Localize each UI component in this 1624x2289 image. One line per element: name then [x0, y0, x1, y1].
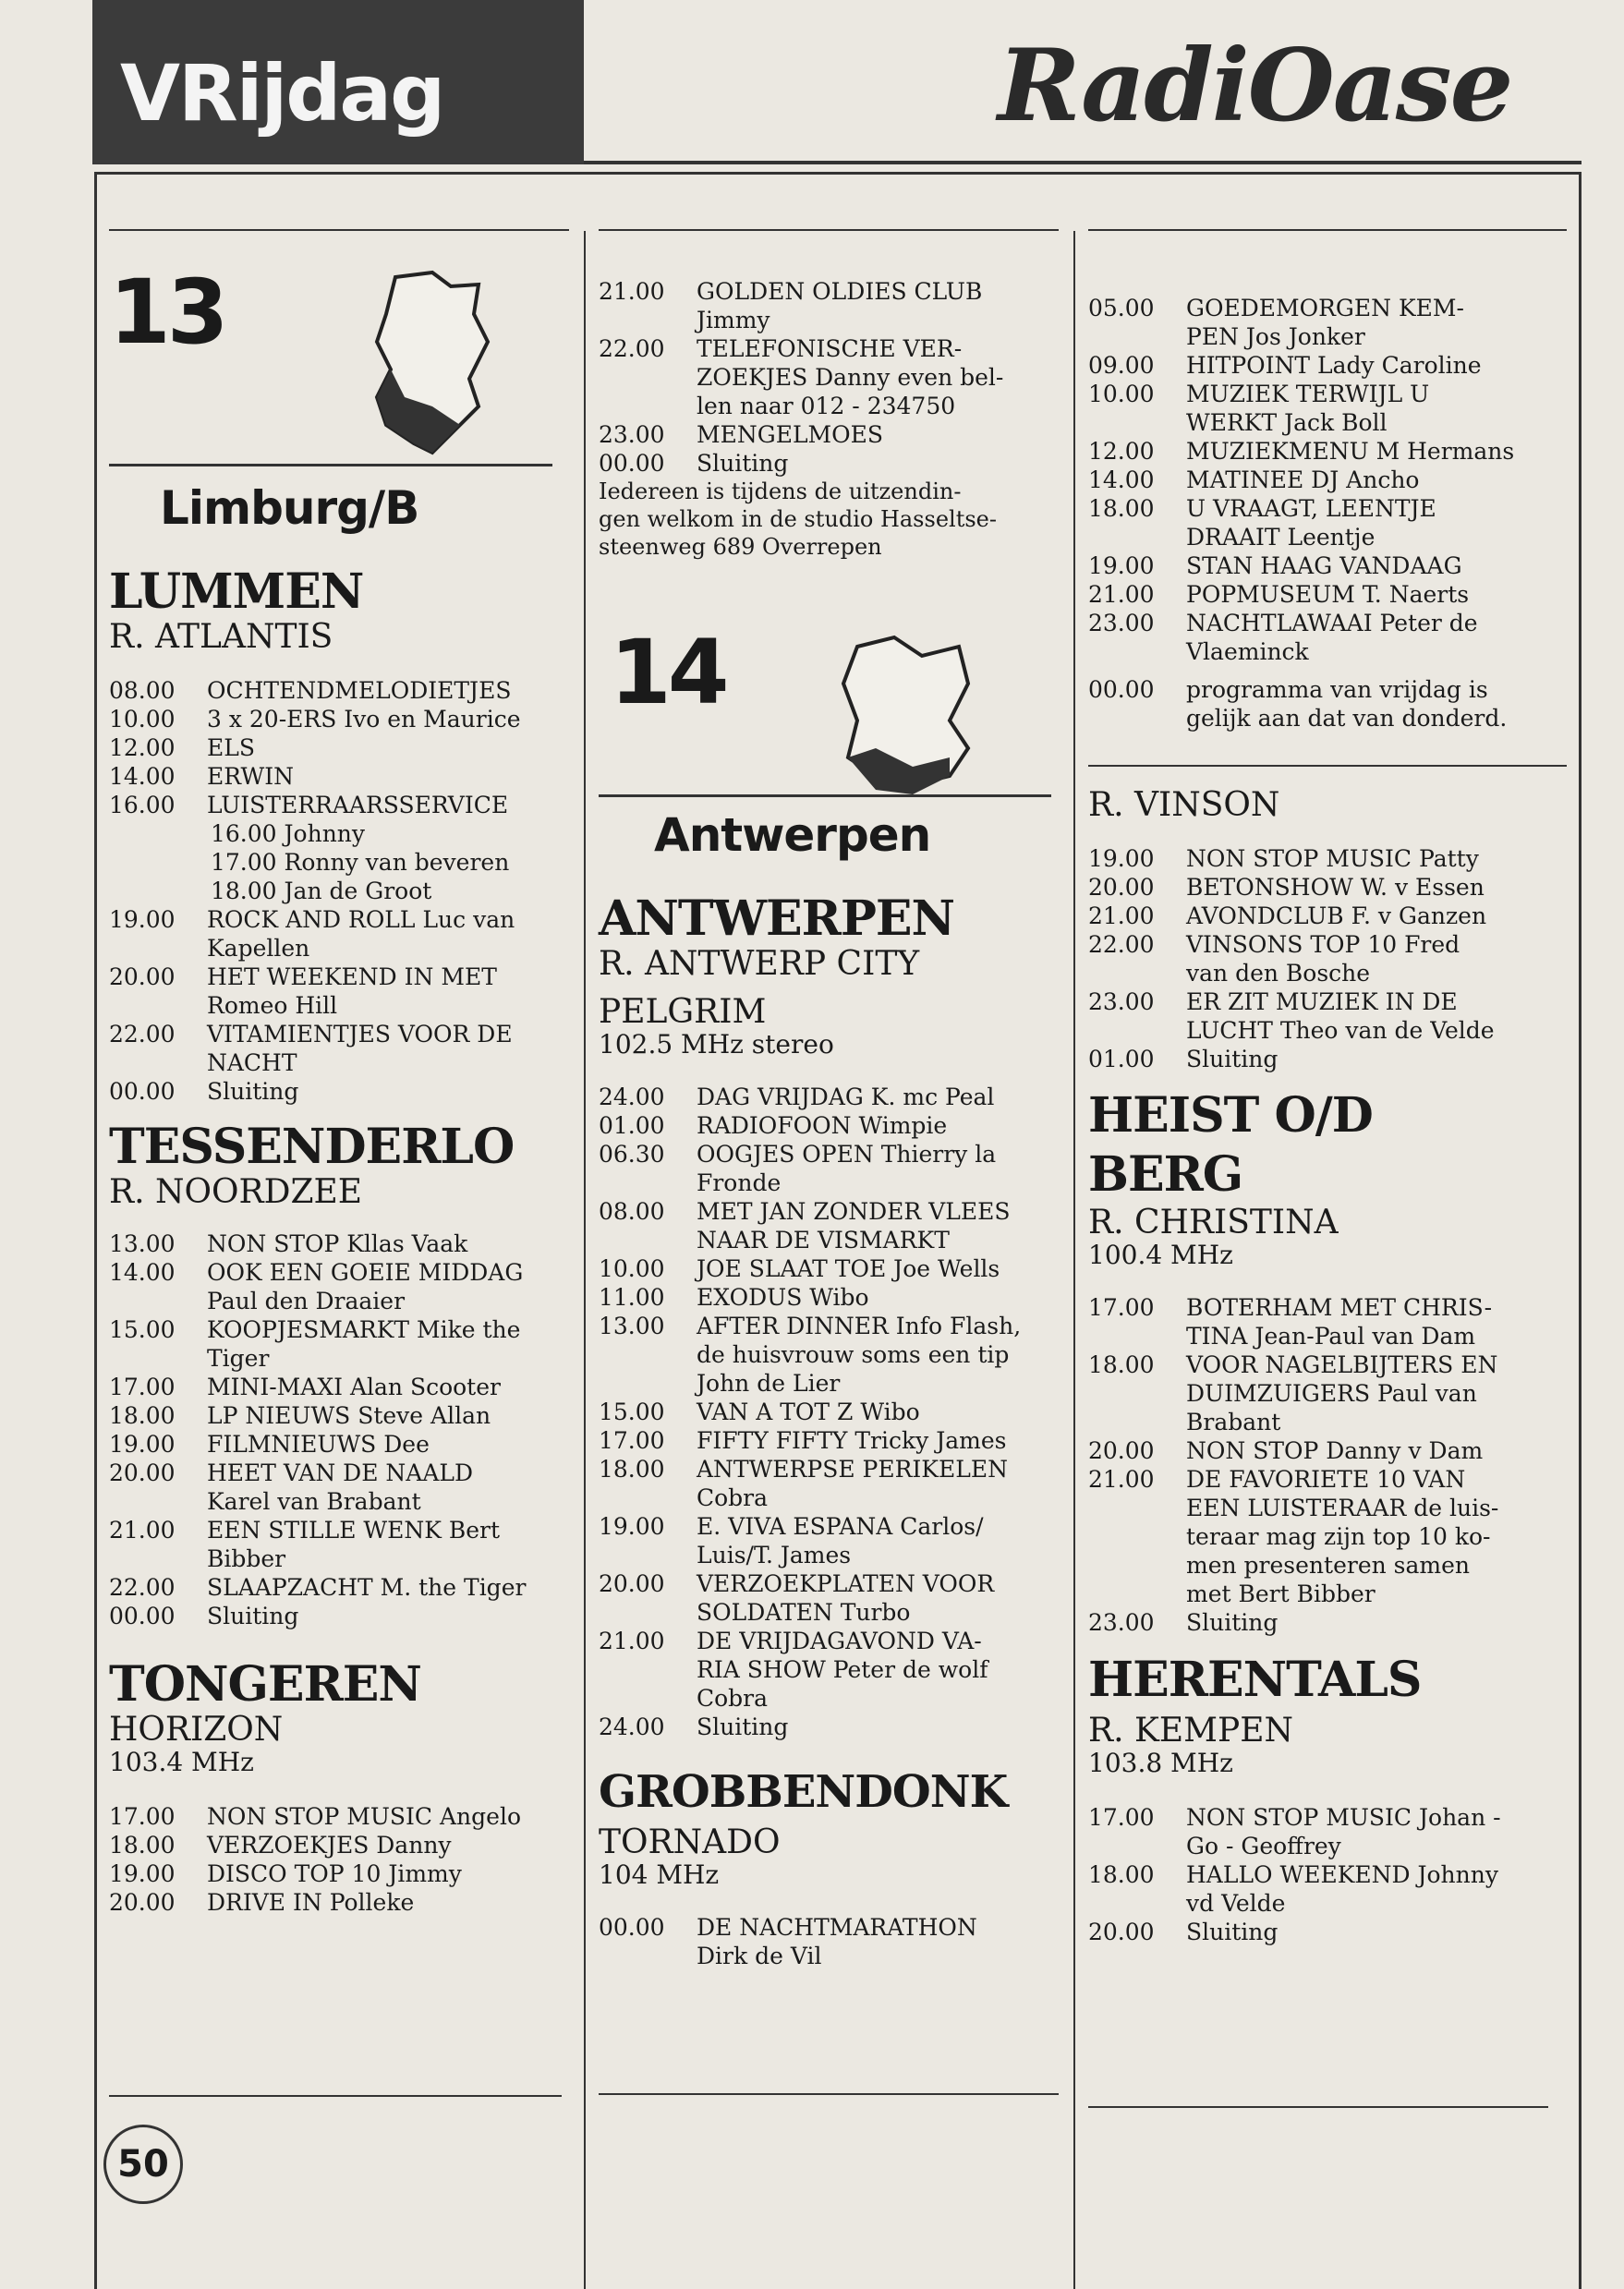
frequency: 103.4 MHz — [109, 1747, 254, 1777]
column-3-lower — [1088, 787, 1569, 1946]
time: 18.00 — [599, 1456, 665, 1483]
time: 18.00 — [109, 1832, 176, 1859]
town-title: ANTWERPEN — [599, 890, 955, 947]
region-rule — [599, 794, 1051, 797]
program: JOE SLAAT TOE Joe Wells — [697, 1255, 1000, 1282]
time: 19.00 — [109, 1860, 176, 1887]
sub-item: 18.00 Jan de Groot — [211, 878, 432, 904]
program: TELEFONISCHE VER- ZOEKJES Danny even bel- len naar 012 - 234750 — [697, 335, 1004, 419]
program: DE FAVORIETE 10 VAN EEN LUISTERAAR de luis- teraar mag zijn top 10 ko- men presenteren samen met Bert Bibber — [1186, 1466, 1499, 1607]
program: RADIOFOON Wimpie — [697, 1112, 948, 1139]
column-divider — [1073, 231, 1075, 2289]
time: 08.00 — [109, 677, 176, 704]
time: 23.00 — [1088, 1609, 1155, 1636]
day-header-bar — [92, 0, 584, 164]
list-item — [599, 1426, 1070, 1455]
program: GOLDEN OLDIES CLUB Jimmy — [697, 278, 983, 333]
time: 24.00 — [599, 1714, 665, 1740]
region-antwerpen — [599, 619, 1060, 878]
bottom-rule — [599, 2093, 1059, 2095]
program: SLAAPZACHT M. the Tiger — [207, 1574, 527, 1601]
time: 21.00 — [1088, 1466, 1155, 1493]
program: POPMUSEUM T. Naerts — [1186, 581, 1470, 608]
time: 19.00 — [109, 1431, 176, 1458]
time: 21.00 — [109, 1517, 176, 1544]
time: 10.00 — [1088, 381, 1155, 407]
time: 20.00 — [599, 1570, 665, 1597]
list-item — [599, 1455, 1070, 1512]
day-title: VRijdag — [120, 48, 444, 139]
region-name: Limburg/B — [160, 481, 419, 535]
list-item — [1088, 437, 1569, 466]
time: 08.00 — [599, 1198, 665, 1225]
list-item — [599, 1083, 1070, 1111]
time: 20.00 — [109, 1889, 176, 1916]
time: 00.00 — [109, 1603, 176, 1629]
station-name: R. NOORDZEE — [109, 1173, 363, 1211]
program: 3 x 20-ERS Ivo en Maurice — [207, 706, 521, 733]
town-title: GROBBENDONK — [599, 1766, 1008, 1818]
time: 20.00 — [1088, 874, 1155, 901]
time: 17.00 — [1088, 1804, 1155, 1831]
time: 22.00 — [109, 1021, 176, 1048]
list-item — [1088, 380, 1569, 437]
time: 00.00 — [599, 450, 665, 477]
program: FILMNIEUWS Dee — [207, 1431, 430, 1458]
program: DRIVE IN Polleke — [207, 1889, 415, 1916]
list-item — [1088, 987, 1569, 1045]
region-rule — [109, 464, 552, 466]
top-rule — [109, 229, 569, 231]
town-title: HEIST O/D — [1088, 1087, 1373, 1144]
page-number: 50 — [103, 2125, 183, 2204]
list-item — [1088, 902, 1569, 930]
time: 21.00 — [1088, 581, 1155, 608]
time: 00.00 — [109, 1078, 176, 1105]
list-item — [1088, 1918, 1569, 1946]
program: Sluiting — [1186, 1046, 1279, 1072]
column-3 — [1088, 294, 1569, 733]
sub-item: 17.00 Ronny van beveren — [211, 849, 510, 876]
list-item — [109, 1430, 580, 1459]
station-name: TORNADO — [599, 1823, 781, 1861]
list-item — [109, 1859, 580, 1888]
program: OOK EEN GOEIE MIDDAG Paul den Draaier — [207, 1259, 524, 1314]
time: 15.00 — [109, 1316, 176, 1343]
station-name: PELGRIM — [599, 993, 767, 1031]
program: HALLO WEEKEND Johnny vd Velde — [1186, 1861, 1498, 1917]
time: 20.00 — [109, 963, 176, 990]
program: ERWIN — [207, 763, 294, 790]
time: 12.00 — [109, 734, 176, 761]
time: 22.00 — [1088, 931, 1155, 958]
list-item — [1088, 1045, 1569, 1073]
program: VINSONS TOP 10 Fred van den Bosche — [1186, 931, 1460, 987]
list-item — [1088, 675, 1569, 733]
program: EEN STILLE WENK Bert Bibber — [207, 1517, 501, 1572]
program: NACHTLAWAAI Peter de Vlaeminck — [1186, 610, 1478, 665]
list-item — [1088, 580, 1569, 609]
program: NON STOP MUSIC Angelo — [207, 1803, 522, 1830]
time: 11.00 — [599, 1284, 665, 1311]
list-item — [599, 420, 1070, 449]
program: HITPOINT Lady Caroline — [1186, 352, 1482, 379]
list-item — [109, 733, 580, 762]
bottom-rule — [1088, 2106, 1548, 2108]
time: 23.00 — [1088, 610, 1155, 636]
list-item — [109, 1802, 580, 1831]
program: Sluiting — [207, 1078, 299, 1105]
time: 20.00 — [1088, 1437, 1155, 1464]
limburg-map-icon — [358, 268, 497, 471]
program: MATINEE DJ Ancho — [1186, 466, 1420, 493]
program: Sluiting — [697, 450, 789, 477]
program: Sluiting — [1186, 1919, 1279, 1945]
list-item — [599, 334, 1070, 420]
program: DAG VRIJDAG K. mc Peal — [697, 1084, 995, 1110]
frequency: 102.5 MHz stereo — [599, 1029, 834, 1060]
list-item — [599, 1197, 1070, 1254]
list-item — [109, 791, 580, 819]
time: 19.00 — [1088, 845, 1155, 872]
program: NON STOP MUSIC Patty — [1186, 845, 1479, 872]
time: 20.00 — [109, 1459, 176, 1486]
list-item — [1088, 844, 1569, 873]
time: 18.00 — [1088, 1861, 1155, 1888]
list-item — [109, 905, 580, 963]
program: Sluiting — [697, 1714, 789, 1740]
program: MUZIEK TERWIJL U WERKT Jack Boll — [1186, 381, 1430, 436]
time: 21.00 — [599, 278, 665, 305]
program: ANTWERPSE PERIKELEN Cobra — [697, 1456, 1008, 1511]
list-item — [599, 1111, 1070, 1140]
program: VERZOEKPLATEN VOOR SOLDATEN Turbo — [697, 1570, 995, 1626]
time: 05.00 — [1088, 295, 1155, 321]
studio-note: Iedereen is tijdens de uitzendin- gen welkom in de studio Hasseltse- steenweg 689 Overrepen — [599, 478, 997, 560]
list-item — [599, 1512, 1070, 1569]
time: 15.00 — [599, 1399, 665, 1425]
town-title: LUMMEN — [109, 563, 364, 620]
program: ER ZIT MUZIEK IN DE LUCHT Theo van de Velde — [1186, 988, 1495, 1044]
town-title: HERENTALS — [1088, 1652, 1422, 1708]
list-item — [1088, 466, 1569, 494]
bottom-rule — [109, 2095, 562, 2097]
time: 18.00 — [1088, 495, 1155, 522]
region-number: 14 — [610, 621, 726, 724]
program: MENGELMOES — [697, 421, 884, 448]
column-2-lower — [599, 892, 1070, 1970]
list-item — [599, 1140, 1070, 1197]
section-rule — [1088, 765, 1567, 767]
time: 19.00 — [109, 906, 176, 933]
list-item — [109, 1315, 580, 1373]
list-item — [599, 1283, 1070, 1312]
time: 18.00 — [1088, 1351, 1155, 1378]
program: MUZIEKMENU M Hermans — [1186, 438, 1515, 465]
program: OCHTENDMELODIETJES — [207, 677, 512, 704]
station-name: R. ATLANTIS — [109, 618, 333, 656]
station-name: R. CHRISTINA — [1088, 1204, 1339, 1241]
list-item — [1088, 609, 1569, 666]
time: 13.00 — [599, 1313, 665, 1339]
program: EXODUS Wibo — [697, 1284, 869, 1311]
list-item — [109, 1602, 580, 1630]
list-item — [1088, 1436, 1569, 1465]
time: 01.00 — [599, 1112, 665, 1139]
list-item — [109, 705, 580, 733]
list-item — [1088, 1465, 1569, 1608]
list-item — [109, 1516, 580, 1573]
time: 00.00 — [1088, 676, 1155, 703]
program: GOEDEMORGEN KEM- PEN Jos Jonker — [1186, 295, 1464, 350]
list-item — [599, 1713, 1070, 1741]
program: NON STOP MUSIC Johan - Go - Geoffrey — [1186, 1804, 1501, 1859]
time: 19.00 — [1088, 552, 1155, 579]
time: 00.00 — [599, 1914, 665, 1941]
top-rule — [1088, 229, 1567, 231]
list-item — [599, 1569, 1070, 1627]
column-2 — [599, 277, 1070, 561]
program: ELS — [207, 734, 255, 761]
program: NON STOP Kllas Vaak — [207, 1230, 468, 1257]
list-item — [599, 277, 1070, 334]
program: DE NACHTMARATHON Dirk de Vil — [697, 1914, 977, 1969]
time: 17.00 — [599, 1427, 665, 1454]
program: U VRAAGT, LEENTJE DRAAIT Leentje — [1186, 495, 1436, 551]
program: Sluiting — [207, 1603, 299, 1629]
list-item — [1088, 494, 1569, 551]
list-item — [599, 1254, 1070, 1283]
top-rule — [599, 229, 1059, 231]
time: 17.00 — [109, 1803, 176, 1830]
program: NON STOP Danny v Dam — [1186, 1437, 1484, 1464]
station-name: HORIZON — [109, 1711, 284, 1749]
program: MINI-MAXI Alan Scooter — [207, 1374, 501, 1400]
region-limburg — [109, 260, 571, 535]
list-item — [599, 1627, 1070, 1713]
town-title: BERG — [1088, 1146, 1243, 1203]
list-item — [1088, 551, 1569, 580]
time: 23.00 — [1088, 988, 1155, 1015]
program: programma van vrijdag is gelijk aan dat van donderd. — [1186, 676, 1508, 732]
program: LP NIEUWS Steve Allan — [207, 1402, 491, 1429]
program: OOGJES OPEN Thierry la Fronde — [697, 1141, 997, 1196]
time: 21.00 — [599, 1628, 665, 1654]
time: 14.00 — [109, 1259, 176, 1286]
frequency: 100.4 MHz — [1088, 1240, 1233, 1270]
program: VERZOEKJES Danny — [207, 1832, 452, 1859]
program: FIFTY FIFTY Tricky James — [697, 1427, 1007, 1454]
time: 16.00 — [109, 792, 176, 818]
list-item — [1088, 1350, 1569, 1436]
program: DE VRIJDAGAVOND VA- RIA SHOW Peter de wolf Cobra — [697, 1628, 988, 1712]
list-item — [1088, 1608, 1569, 1637]
list-item — [109, 1573, 580, 1602]
frequency: 103.8 MHz — [1088, 1748, 1233, 1778]
frequency: 104 MHz — [599, 1859, 720, 1890]
time: 18.00 — [109, 1402, 176, 1429]
time: 12.00 — [1088, 438, 1155, 465]
list-item — [109, 1401, 580, 1430]
program: ROCK AND ROLL Luc van Kapellen — [207, 906, 515, 962]
list-item — [109, 676, 580, 705]
region-number: 13 — [109, 260, 225, 364]
time: 09.00 — [1088, 352, 1155, 379]
time: 10.00 — [109, 706, 176, 733]
program: AFTER DINNER Info Flash, de huisvrouw soms een tip John de Lier — [697, 1313, 1022, 1397]
column-1 — [109, 565, 580, 1917]
program: AVONDCLUB F. v Ganzen — [1186, 902, 1487, 929]
program: LUISTERRAARSSERVICE — [207, 792, 509, 818]
station-name: R. ANTWERP CITY — [599, 945, 920, 983]
program: HET WEEKEND IN MET Romeo Hill — [207, 963, 497, 1019]
list-item — [109, 1020, 580, 1077]
program: STAN HAAG VANDAAG — [1186, 552, 1462, 579]
time: 22.00 — [109, 1574, 176, 1601]
program: MET JAN ZONDER VLEES NAAR DE VISMARKT — [697, 1198, 1011, 1254]
program: E. VIVA ESPANA Carlos/ Luis/T. James — [697, 1513, 984, 1568]
program: BETONSHOW W. v Essen — [1186, 874, 1485, 901]
list-item — [109, 1459, 580, 1516]
column-divider — [584, 231, 586, 2289]
list-item — [109, 963, 580, 1020]
list-item — [1088, 294, 1569, 351]
time: 21.00 — [1088, 902, 1155, 929]
time: 06.30 — [599, 1141, 665, 1168]
program: HEET VAN DE NAALD Karel van Brabant — [207, 1459, 474, 1515]
list-item — [599, 1913, 1070, 1970]
town-title: TESSENDERLO — [109, 1119, 515, 1175]
time: 17.00 — [109, 1374, 176, 1400]
region-name: Antwerpen — [654, 808, 931, 862]
list-item — [1088, 1293, 1569, 1350]
time: 14.00 — [109, 763, 176, 790]
list-item — [599, 1312, 1070, 1398]
list-item — [599, 1398, 1070, 1426]
list-item — [1088, 873, 1569, 902]
time: 20.00 — [1088, 1919, 1155, 1945]
time: 10.00 — [599, 1255, 665, 1282]
radioase-logo: RadiOase — [998, 28, 1512, 144]
time: 22.00 — [599, 335, 665, 362]
list-item — [1088, 351, 1569, 380]
town-title: TONGEREN — [109, 1656, 421, 1713]
list-item — [109, 1888, 580, 1917]
sub-item: 16.00 Johnny — [211, 820, 366, 847]
time: 13.00 — [109, 1230, 176, 1257]
program: VAN A TOT Z Wibo — [697, 1399, 920, 1425]
list-item — [599, 449, 1070, 478]
time: 17.00 — [1088, 1294, 1155, 1321]
list-item — [109, 762, 580, 791]
antwerpen-map-icon — [830, 628, 987, 813]
time: 14.00 — [1088, 466, 1155, 493]
list-item — [109, 1373, 580, 1401]
list-item — [1088, 930, 1569, 987]
program: DISCO TOP 10 Jimmy — [207, 1860, 462, 1887]
station-name: R. VINSON — [1088, 786, 1280, 824]
station-name: R. KEMPEN — [1088, 1712, 1294, 1750]
list-item — [109, 1831, 580, 1859]
time: 23.00 — [599, 421, 665, 448]
program: Sluiting — [1186, 1609, 1279, 1636]
program: VITAMIENTJES VOOR DE NACHT — [207, 1021, 513, 1076]
list-item — [109, 1229, 580, 1258]
time: 01.00 — [1088, 1046, 1155, 1072]
list-item — [109, 1077, 580, 1106]
program: KOOPJESMARKT Mike the Tiger — [207, 1316, 521, 1372]
list-item — [1088, 1860, 1569, 1918]
list-item — [109, 1258, 580, 1315]
time: 19.00 — [599, 1513, 665, 1540]
program: BOTERHAM MET CHRIS- TINA Jean-Paul van Dam — [1186, 1294, 1493, 1350]
list-item — [1088, 1803, 1569, 1860]
time: 24.00 — [599, 1084, 665, 1110]
program: VOOR NAGELBIJTERS EN DUIMZUIGERS Paul van Brabant — [1186, 1351, 1498, 1435]
